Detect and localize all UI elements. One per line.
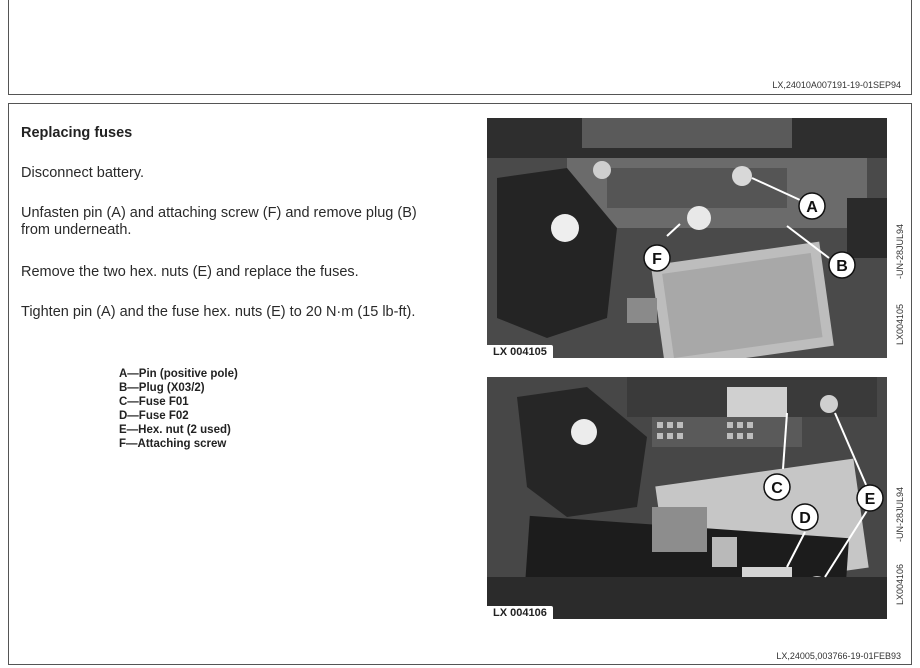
instruction-paragraph-3: Remove the two hex. nuts (E) and replace the fuses. (21, 264, 359, 280)
bottom-reference-code: LX,24005,003766-19-01FEB93 (776, 651, 901, 661)
svg-text:F: F (652, 251, 662, 268)
svg-text:A: A (806, 199, 818, 216)
photo-2-label: LX 004106 (487, 606, 553, 619)
callout-f (644, 245, 670, 271)
photo-1-side-code: -UN-28JUL94 (895, 224, 905, 280)
svg-text:D: D (799, 510, 811, 527)
legend-item: C—Fuse F01 (119, 396, 189, 408)
parts-legend (119, 367, 238, 451)
previous-section-panel (8, 0, 912, 95)
legend-item: E—Hex. nut (2 used) (119, 424, 231, 436)
photo-1-illustration (487, 118, 887, 358)
svg-text:E: E (864, 491, 876, 508)
callout-a (799, 193, 825, 219)
fuse-housing-photo-1 (487, 118, 887, 358)
callout-d (792, 504, 818, 530)
top-reference-code: LX,24010A007191-19-01SEP94 (772, 80, 901, 90)
legend-item: B—Plug (X03/2) (119, 382, 205, 394)
photo-2-side-id: LX004106 (895, 564, 905, 606)
instruction-paragraph-4: Tighten pin (A) and the fuse hex. nuts (E) to 20 N·m (15 lb-ft). (21, 304, 416, 320)
section-heading: Replacing fuses (21, 125, 133, 141)
fuse-housing-photo-2 (487, 377, 887, 619)
legend-item: A—Pin (positive pole) (119, 368, 238, 380)
replacing-fuses-panel (8, 103, 912, 665)
photo-2-illustration (487, 377, 887, 619)
instruction-paragraph-2: Unfasten pin (A) and attaching screw (F) and remove plug (B) from underneath. (21, 205, 417, 238)
legend-item: D—Fuse F02 (119, 410, 189, 422)
photo-1-side-id: LX004105 (895, 304, 905, 346)
callout-c (764, 474, 790, 500)
svg-text:C: C (771, 480, 783, 497)
photo-1-label: LX 004105 (487, 345, 553, 358)
legend-item: F—Attaching screw (119, 438, 227, 450)
callout-e (857, 485, 883, 511)
svg-text:B: B (836, 258, 848, 275)
instruction-paragraph-1: Disconnect battery. (21, 165, 145, 181)
photo-2-side-code: -UN-28JUL94 (895, 487, 905, 543)
callout-b (829, 252, 855, 278)
